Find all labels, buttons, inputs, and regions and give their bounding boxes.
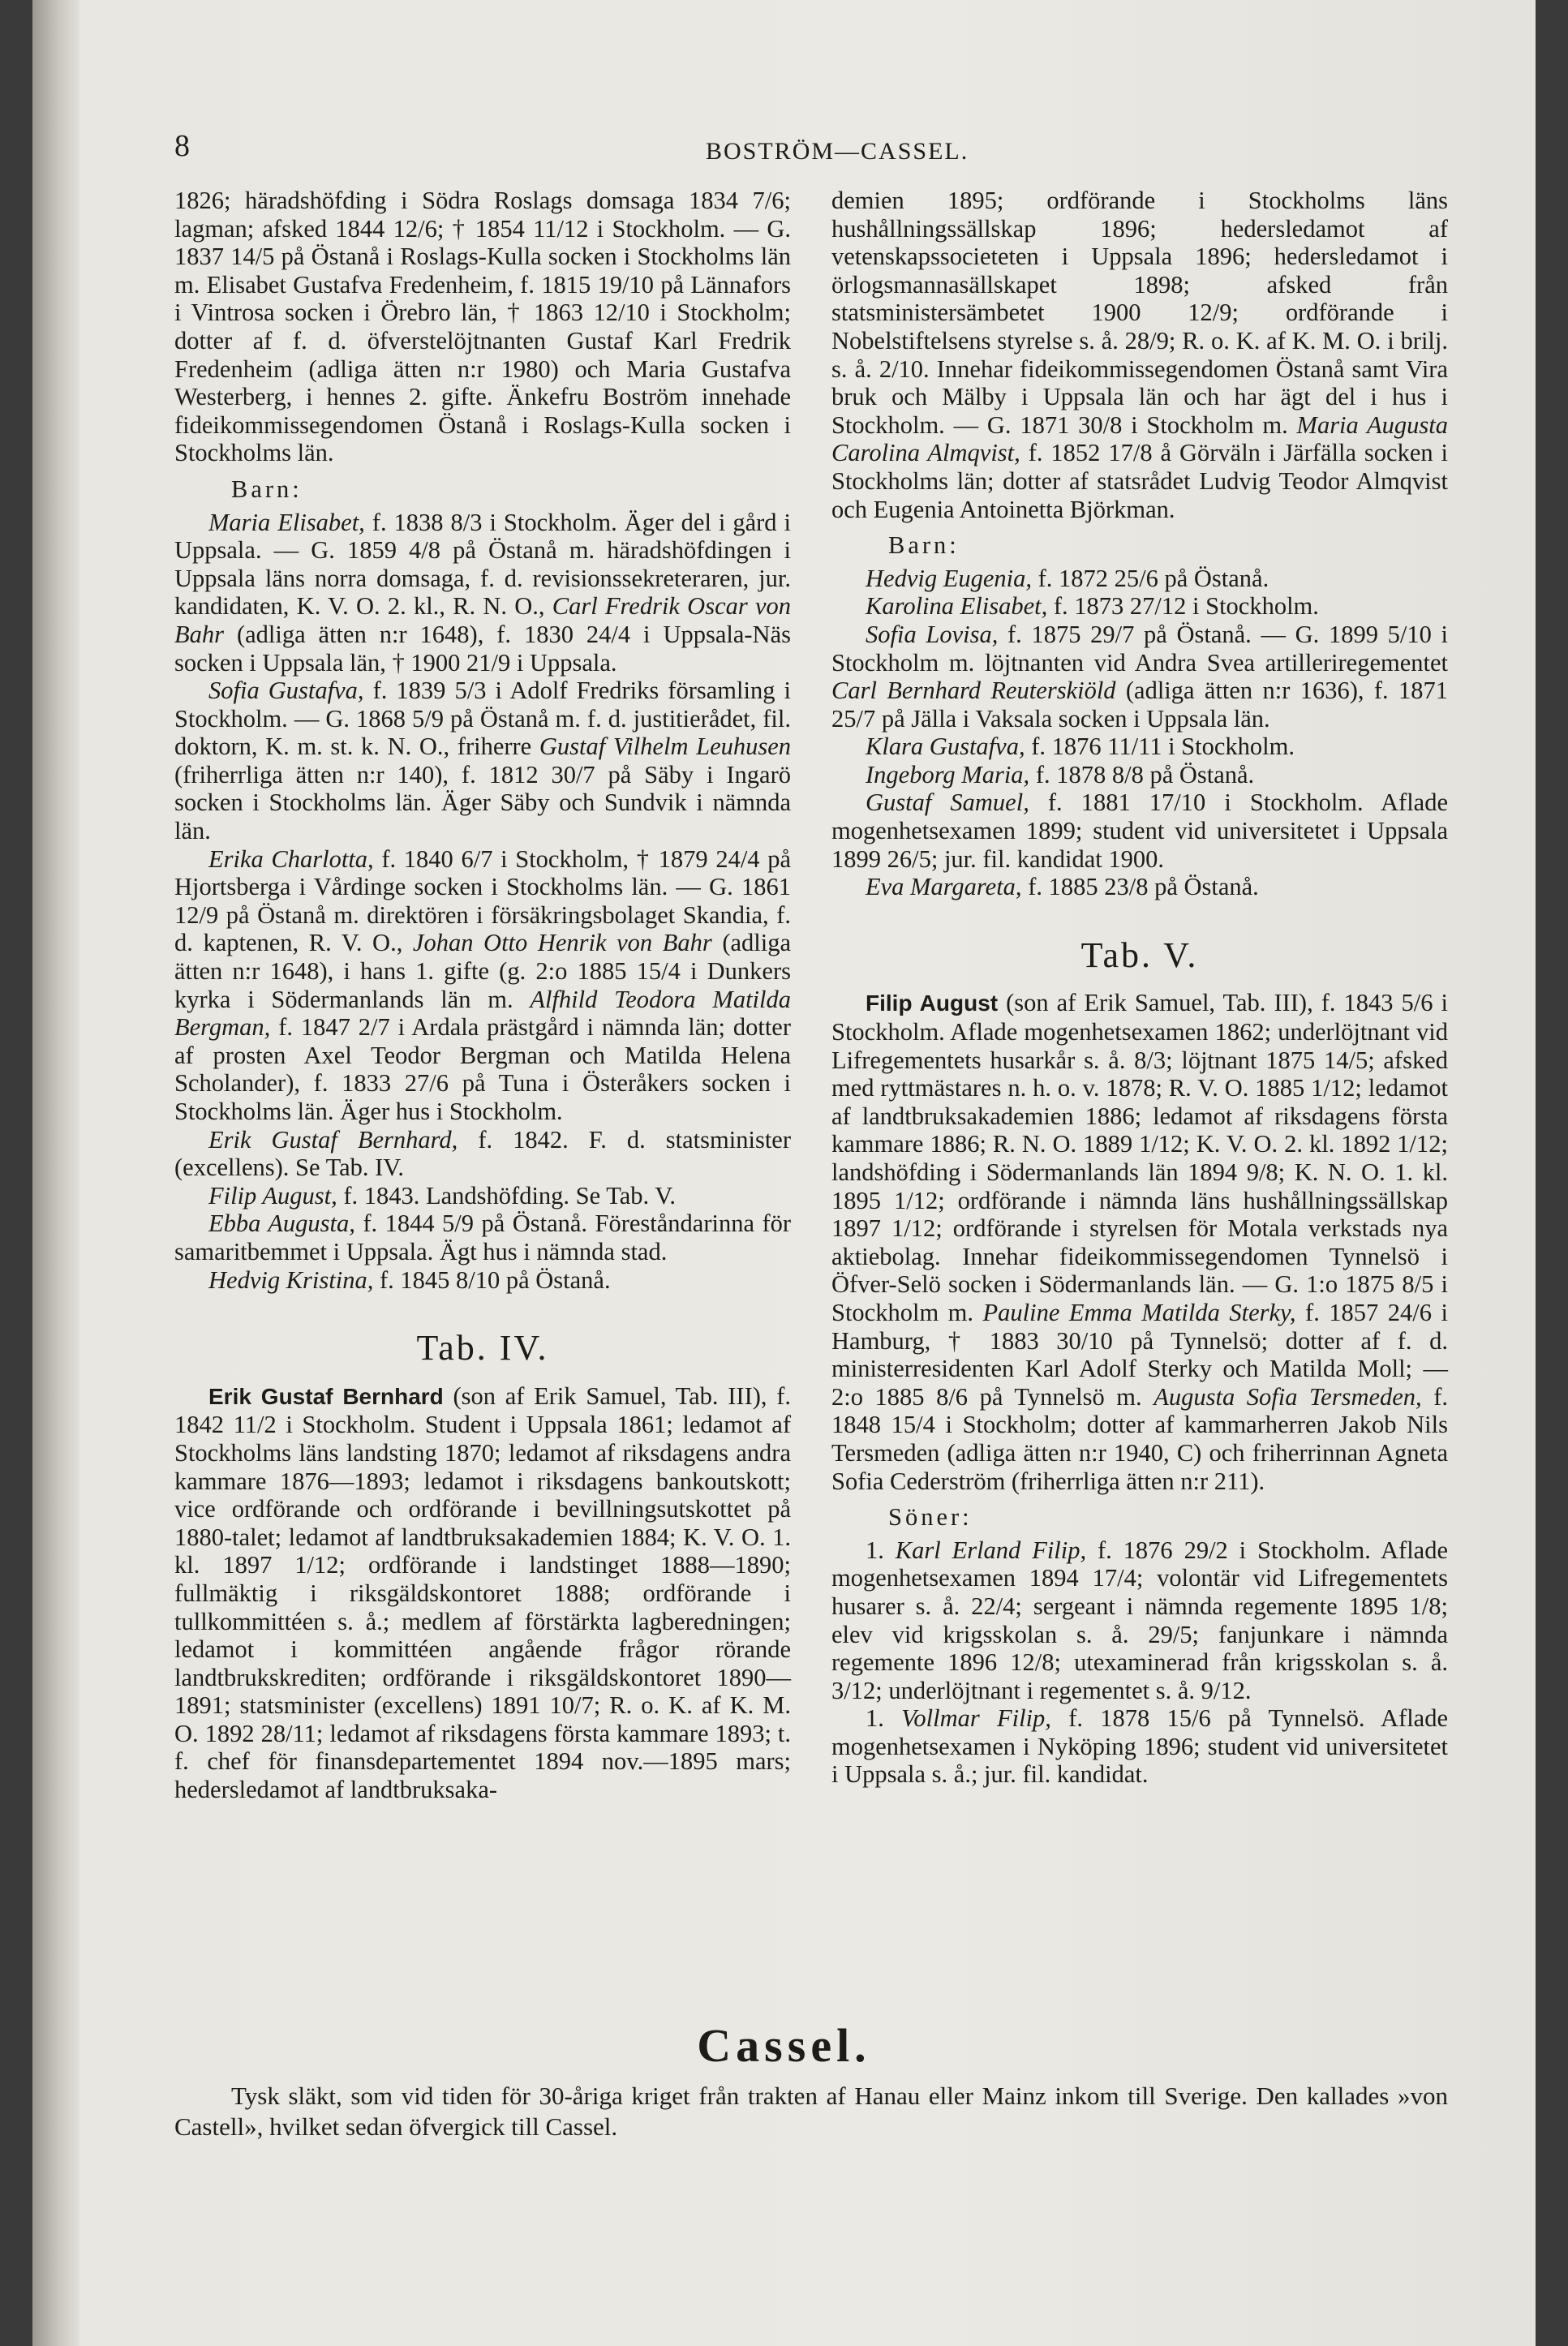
- spouse-name: Gustaf Vilhelm Leuhusen: [539, 733, 792, 761]
- person-name-bold: Filip August: [866, 990, 999, 1016]
- book-page: [32, 0, 1536, 2346]
- entry-text: f. 1881 17/10 i Stockholm. Aflade mogenhetsexamen 1899; student vid universitetet i Uppsala 1899 26/5; jur. fil. kandidat 1900.: [831, 788, 1449, 873]
- spouse-name: Johan Otto Henrik von Bahr: [412, 929, 712, 957]
- page-binding-shadow: [32, 0, 79, 2346]
- entry-text: f. 1857 24/6 i Hamburg, † 1883 30/10 på Tynnelsö; dotter af f. d. ministerresidenten Karl Adolf Sterky och Matilda Moll; — 2:o 1885 8/6 på Tynnelsö m.: [831, 1298, 1448, 1411]
- person-name: Filip August,: [208, 1181, 337, 1210]
- entry-text: f. 1873 27/12 i Stockholm.: [1053, 592, 1319, 621]
- spouse-name: Carl Bernhard Reuterskiöld: [831, 677, 1116, 705]
- person-name-bold: Erik Gustaf Bernhard: [208, 1383, 444, 1409]
- section-heading-tab-v: Tab. V.: [1080, 935, 1199, 975]
- entry-hedvig-eugenia: [831, 565, 1448, 593]
- entry-text: f. 1878 15/6 på Tynnelsö. Aflade mogenhetsexamen i Nyköping 1896; student vid universitetet i Uppsala s. å.; jur. fil. kandidat.: [831, 1704, 1449, 1789]
- person-name: Sofia Lovisa,: [866, 620, 999, 648]
- person-name: Erik Gustaf Bernhard,: [208, 1125, 458, 1154]
- paragraph-intro: 1826; häradshöfding i Södra Roslags domsaga 1834 7/6; lagman; afsked 1844 12/6; † 1854 11/12 i Stockholm. — G. 1837 14/5 på Östanå i Roslags-Kulla socken i Stockholms län m. Elisabet Gustafva Fredenheim, f. 1815 19/10 på Lännafors i Vintrosa socken i Örebro län, † 1863 12/10 i Stockholm; dotter af f. d. öfverstelöjtnanten Gustaf Karl Fredrik Fredenheim (adliga ätten n:r 1980) och Maria Gustafva Westerberg, i hennes 2. gifte. Änkefru Boström innehade fideikommissegendomen Östanå i Roslags-Kulla socken i Stockholms län.: [174, 187, 791, 467]
- entry-maria: [174, 509, 791, 677]
- entry-text: f. 1876 11/11 i Stockholm.: [1031, 733, 1295, 761]
- entry-erika: [174, 845, 791, 1126]
- spouse-name: Pauline Emma Matilda Sterky,: [982, 1298, 1296, 1326]
- entry-text: f. 1847 2/7 i Ardala prästgård i nämnda län; dotter af prosten Axel Teodor Bergman och Matilda Helena Scholander), f. 1833 27/6 på Tuna i Österåkers socken i Stockholms län. Äger hus i Stockholm.: [174, 1013, 792, 1125]
- person-name: Hedvig Kristina,: [208, 1265, 374, 1294]
- person-name: Karolina Elisabet,: [866, 592, 1048, 621]
- family-intro-cassel: Tysk släkt, som vid tiden för 30-åriga kriget från trakten af Hanau eller Mainz inkom till Sverige. Den kallades »von Castell», hvilket sedan öfvergick till Cassel.: [174, 2082, 1448, 2141]
- entry-karl-erland: [831, 1536, 1448, 1705]
- entry-text: f. 1838 8/3 i Stockholm. Äger del i gård i Uppsala. — G. 1859 4/8 på Östanå m. häradshöfdingen i Uppsala läns norra domsaga, f. d. revisionssekreteraren, jur. kandidaten, K. V. O. 2. kl., R. N. O.,: [174, 508, 791, 621]
- entry-text: (friherrliga ätten n:r 140), f. 1812 30/7 på Säby i Ingarö socken i Stockholms län. Äger Säby och Sundvik i nämnda län.: [174, 760, 791, 845]
- entry-text: f. 1885 23/8 på Östanå.: [1028, 873, 1259, 901]
- spouse-name: Carl Fredrik Oscar von Bahr: [174, 592, 792, 648]
- entry-sofia: [174, 677, 791, 845]
- entry-text: f. 1872 25/6 på Östanå.: [1037, 564, 1269, 592]
- entry-text: (son af Erik Samuel, Tab. III), f. 1842 11/2 i Stockholm. Student i Uppsala 1861; ledamot af Stockholms läns landsting 1870; ledamot af riksdagens andra kammare 1876—1893; ledamot i riksdagens bankoutskott; vice ordförande och ordförande i bevillningsutskottet på 1880-talet; ledamot af landtbruksakademien 1884; K. V. O. 1. kl. 1897 1/12; ordförande i landstinget 1888—1890; fullmäktig i riksgäldskontoret 1888; ordförande i tullkommittéen s. å.; medlem af förstärkta lagberedningen; ledamot i kommittéen angående frågor rörande landtbrukskrediten; ordförande i riksgäldskontoret 1890—1891; statsminister (excellens) 1891 10/7; R. o. K. af K. M. O. 1892 28/11; ledamot af riksdagens första kammare 1893; t. f. chef för finansdepartementet 1894 nov.—1895 mars; hedersledamot af landtbruksaka-: [174, 1381, 791, 1804]
- entry-text: (son af Erik Samuel, Tab. III), f. 1843 5/6 i Stockholm. Aflade mogenhetsexamen 1862; underlöjtnant vid Lifregementets husarkår s. å. 8/3; löjtnant 1875 14/5; afsked med ryttmästares n. h. o. v. 1878; R. V. O. 1885 1/12; ledamot af landtbruksakademien 1886; ledamot af riksdagens första kammare 1886; R. N. O. 1889 1/12; K. V. O. 2. kl. 1892 1/12; landshöfding i Södermanlands län 1894 9/8; K. N. O. 1. kl. 1895 1/12; ordförande i nämnda läns hushållningssällskap 1897 1/12; ordförande i styrelsen för Motala verkstads nya aktiebolag. Innehar fideikommissegendomen Tynnelsö i Öfver-Selö socken i Södermanlands län. — G. 1:o 1875 8/5 i Stockholm m.: [831, 989, 1449, 1326]
- entry-sofia-lovisa: [831, 621, 1448, 733]
- entry-tab-v: [831, 989, 1448, 1495]
- person-name: Vollmar Filip,: [901, 1704, 1051, 1733]
- entry-ingeborg: [831, 761, 1448, 789]
- entry-filip: [174, 1182, 791, 1210]
- left-column: [174, 187, 791, 1804]
- entry-karolina: [831, 592, 1448, 621]
- entry-eva: [831, 873, 1448, 901]
- spouse-name: Maria Augusta Carolina Almqvist,: [831, 410, 1448, 467]
- family-heading-cassel: Cassel.: [697, 2019, 871, 2072]
- sons-label: Söner:: [888, 1503, 973, 1532]
- entry-text: f. 1848 15/4 i Stockholm; dotter af kammarherren Jakob Nils Tersmeden (adliga ätten n:r 1940, C) och friherrinnan Agneta Sofia Cederström (friherrliga ätten n:r 211).: [831, 1382, 1449, 1495]
- entry-text: f. 1878 8/8 på Östanå.: [1035, 760, 1255, 788]
- entry-text: (adliga ätten n:r 1648), f. 1830 24/4 i Uppsala-Näs socken i Uppsala län, † 1900 21/9 i Uppsala.: [174, 620, 791, 677]
- entry-erik: [174, 1126, 791, 1182]
- entry-text: f. 1845 8/10 på Östanå.: [379, 1265, 611, 1294]
- entry-vollmar: [831, 1704, 1448, 1789]
- children-label: Barn:: [231, 475, 303, 503]
- person-name: Sofia Gustafva,: [208, 677, 364, 705]
- entry-text: f. 1875 29/7 på Östanå. — G. 1899 5/10 i Stockholm m. löjtnanten vid Andra Svea artilleriregementet: [831, 620, 1448, 677]
- running-title: BOSTRÖM—CASSEL.: [706, 138, 969, 165]
- person-name: Klara Gustafva,: [866, 733, 1025, 761]
- person-name: Maria Elisabet,: [208, 508, 365, 536]
- spouse-name: Alfhild Teodora Matilda Bergman,: [174, 985, 791, 1042]
- section-heading-tab-iv: Tab. IV.: [416, 1328, 549, 1368]
- entry-tab-iv: [174, 1382, 791, 1804]
- person-name: Ebba Augusta,: [208, 1210, 355, 1238]
- entry-gustaf: [831, 788, 1448, 873]
- entry-text: (adliga ätten n:r 1648), i hans 1. gifte (g. 2:o 1885 15/4 i Dunkers kyrka i Södermanlands län m.: [174, 929, 792, 1013]
- entry-number: 1.: [866, 1704, 884, 1733]
- paragraph-continuation: [831, 187, 1448, 523]
- entry-text: f. 1844 5/9 på Östanå. Föreståndarinna för samaritbemmet i Uppsala. Ägt hus i nämnda stad.: [174, 1210, 792, 1265]
- entry-ebba: [174, 1210, 791, 1265]
- right-column: [831, 187, 1448, 1789]
- children-label: Barn:: [888, 531, 960, 560]
- entry-klara: [831, 733, 1448, 761]
- spouse-name: Augusta Sofia Tersmeden,: [1153, 1382, 1422, 1411]
- entry-text: demien 1895; ordförande i Stockholms läns hushållningssällskap 1896; hedersledamot af vetenskapssocieteten i Uppsala 1896; hedersledamot i örlogsmannasällskapet 1898; afsked från statsministersämbetet 1900 12/9; ordförande i Nobelstiftelsens styrelse s. å. 28/9; R. o. K. af K. M. O. i brilj. s. å. 2/10. Innehar fideikommissegendomen Östanå samt Vira bruk och Mälby i Uppsala län och har ägt del i hus i Stockholm. — G. 1871 30/8 i Stockholm m.: [831, 187, 1448, 439]
- entry-text: f. 1852 17/8 å Görväln i Järfälla socken i Stockholms län; dotter af statsrådet Ludvig Teodor Almqvist och Eugenia Antoinetta Björkman.: [831, 439, 1449, 523]
- entry-number: 1.: [866, 1536, 884, 1564]
- entry-text: f. 1840 6/7 i Stockholm, † 1879 24/4 på Hjortsberga i Vårdinge socken i Stockholms län. — G. 1861 12/9 på Östanå m. direktören i försäkringsbolaget Skandia, f. d. kaptenen, R. V. O.,: [174, 844, 791, 957]
- entry-text: f. 1839 5/3 i Adolf Fredriks församling i Stockholm. — G. 1868 5/9 på Östanå m. f. d. justitierådet, fil. doktorn, K. m. st. k. N. O., friherre: [174, 677, 791, 761]
- person-name: Hedvig Eugenia,: [866, 564, 1032, 592]
- entry-text: f. 1842. F. d. statsminister (excellens). Se Tab. IV.: [174, 1125, 791, 1182]
- page-number: 8: [174, 129, 190, 163]
- entry-hedvig: [174, 1266, 791, 1295]
- person-name: Gustaf Samuel,: [866, 788, 1029, 817]
- entry-text: f. 1843. Landshöfding. Se Tab. V.: [343, 1181, 676, 1210]
- person-name: Karl Erland Filip,: [895, 1536, 1087, 1564]
- person-name: Eva Margareta,: [866, 873, 1022, 901]
- entry-text: (adliga ätten n:r 1636), f. 1871 25/7 på Jälla i Vaksala socken i Uppsala län.: [831, 677, 1448, 733]
- person-name: Erika Charlotta,: [208, 844, 374, 873]
- person-name: Ingeborg Maria,: [866, 760, 1030, 788]
- entry-text: f. 1876 29/2 i Stockholm. Aflade mogenhetsexamen 1894 17/4; volontär vid Lifregementets husarer s. å. 22/4; sergeant i nämnda regemente 1895 1/8; elev vid krigsskolan s. å. 29/5; fanjunkare i nämnda regemente 1896 12/8; utexaminerad från krigsskolan s. å. 3/12; underlöjtnant i regementet s. å. 9/12.: [831, 1536, 1449, 1704]
